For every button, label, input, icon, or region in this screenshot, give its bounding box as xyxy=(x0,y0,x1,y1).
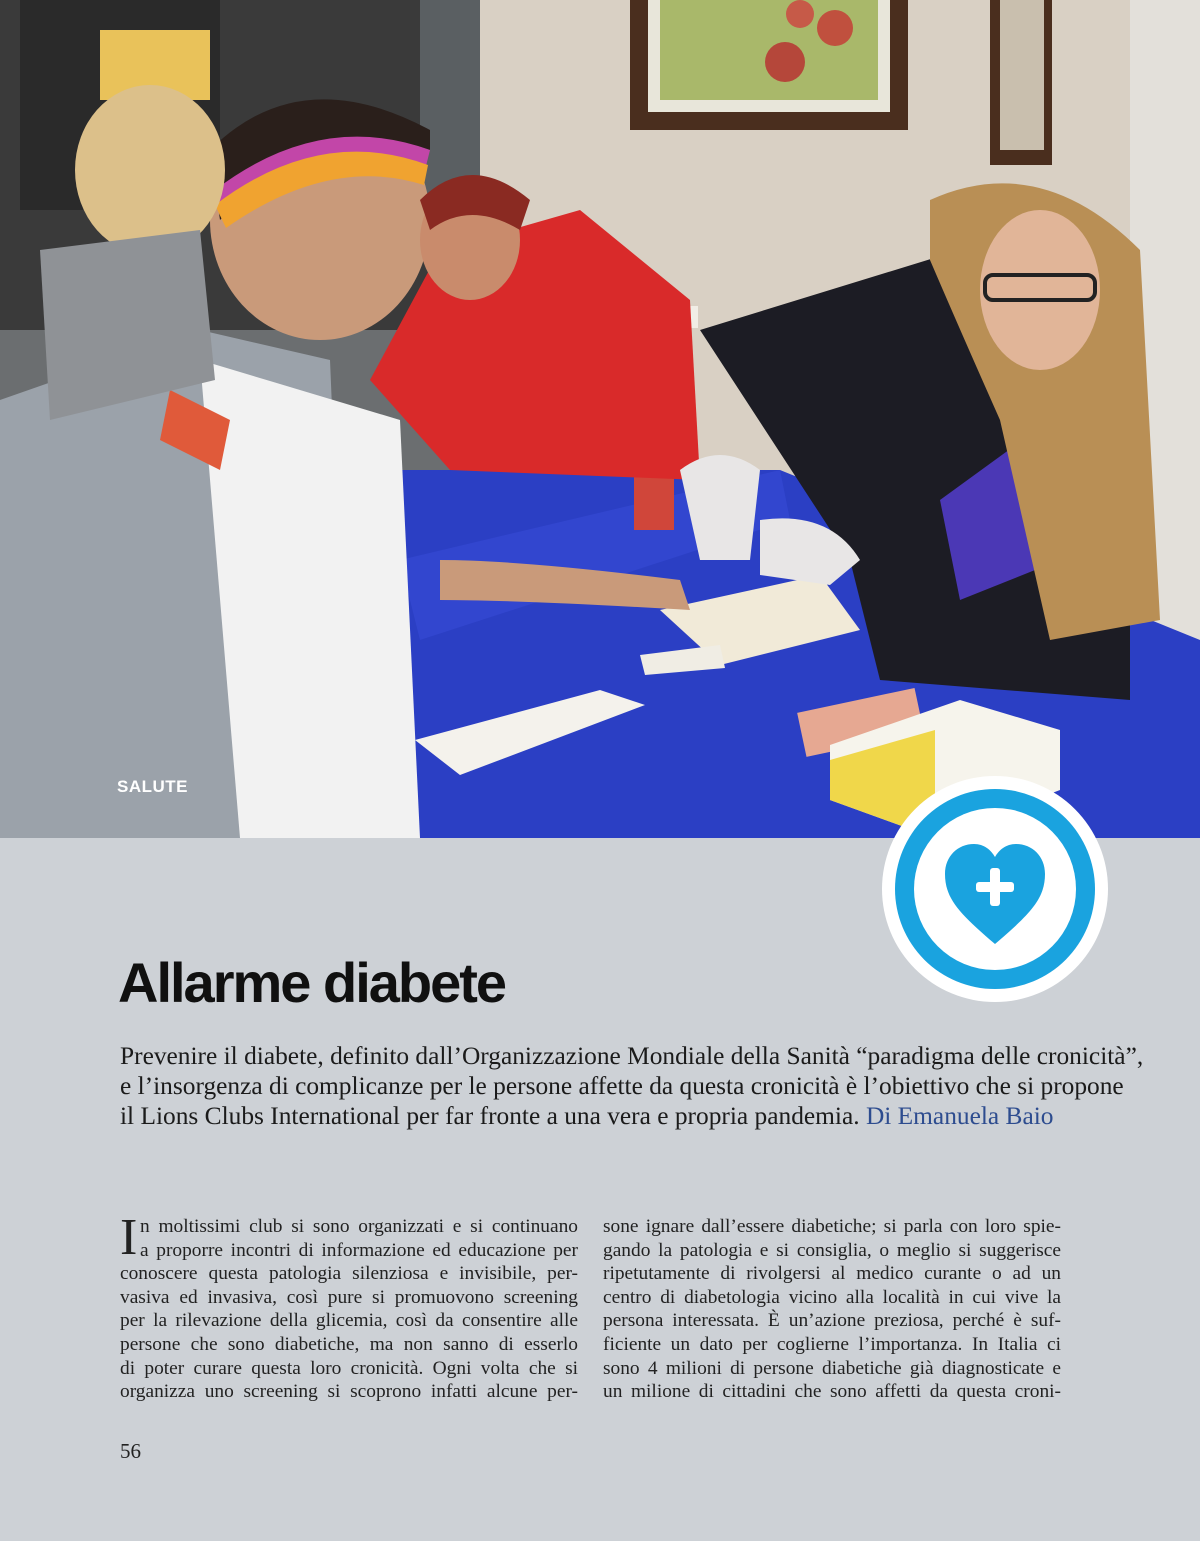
body-line: sono 4 milioni di persone diabetiche già diagnosticate e xyxy=(603,1357,1061,1379)
byline: Di Emanuela Baio xyxy=(865,1102,1054,1130)
body-line: n moltissimi club si sono organizzati e si continuano xyxy=(140,1216,578,1237)
dropcap: I xyxy=(120,1209,138,1266)
body-line: ripetutamente di rivolgersi al medico curante o ad un xyxy=(603,1263,1061,1285)
heart-plus-icon xyxy=(880,774,1110,1004)
body-line: persona interessata. È un’azione preziosa, perché è suf- xyxy=(603,1310,1061,1332)
body-line: per la rilevazione della glicemia, così da consentire alle xyxy=(120,1310,578,1332)
page-number: 56 xyxy=(120,1439,141,1463)
body-line: di poter curare questa loro cronicità. Ogni volta che si xyxy=(120,1357,578,1379)
article-title: Allarme diabete xyxy=(118,951,506,1014)
health-badge xyxy=(880,774,1110,1004)
body-line: conoscere questa patologia silenziosa e invisibile, per- xyxy=(120,1263,578,1285)
body-line: sone ignare dall’essere diabetiche; si parla con loro spie- xyxy=(603,1216,1061,1237)
body-line: ficiente un dato per coglierne l’importanza. In Italia ci xyxy=(603,1333,1061,1355)
lead-line-text: il Lions Clubs International per far fronte a una vera e propria pandemia. xyxy=(120,1102,860,1130)
lead-line: e l’insorgenza di complicanze per le persone affette da questa cronicità è l’obiettivo che si propone xyxy=(120,1072,1124,1100)
body-line: a proporre incontri di informazione ed educazione per xyxy=(140,1239,578,1261)
body-line: organizza uno screening si scoprono infatti alcune per- xyxy=(120,1381,578,1403)
body-line: persone che sono diabetiche, ma non sanno di esserlo xyxy=(120,1333,578,1355)
body-line: un milione di cittadini che sono affetti da questa croni- xyxy=(603,1381,1061,1403)
body-line: centro di diabetologia vicino alla località in cui vive la xyxy=(603,1286,1061,1308)
body-line: vasiva ed invasiva, così pure si promuovono screening xyxy=(120,1286,578,1308)
body-line: gando la patologia e si consiglia, o meglio si suggerisce xyxy=(603,1239,1061,1261)
body-column-left xyxy=(120,1209,578,1404)
section-label: SALUTE xyxy=(117,777,188,796)
body-column-right xyxy=(603,1215,1061,1404)
article-lead xyxy=(120,1041,1144,1131)
lead-line: Prevenire il diabete, definito dall’Organizzazione Mondiale della Sanità “paradigma delle cronicità”, xyxy=(120,1042,1144,1070)
lead-line xyxy=(120,1101,1070,1131)
